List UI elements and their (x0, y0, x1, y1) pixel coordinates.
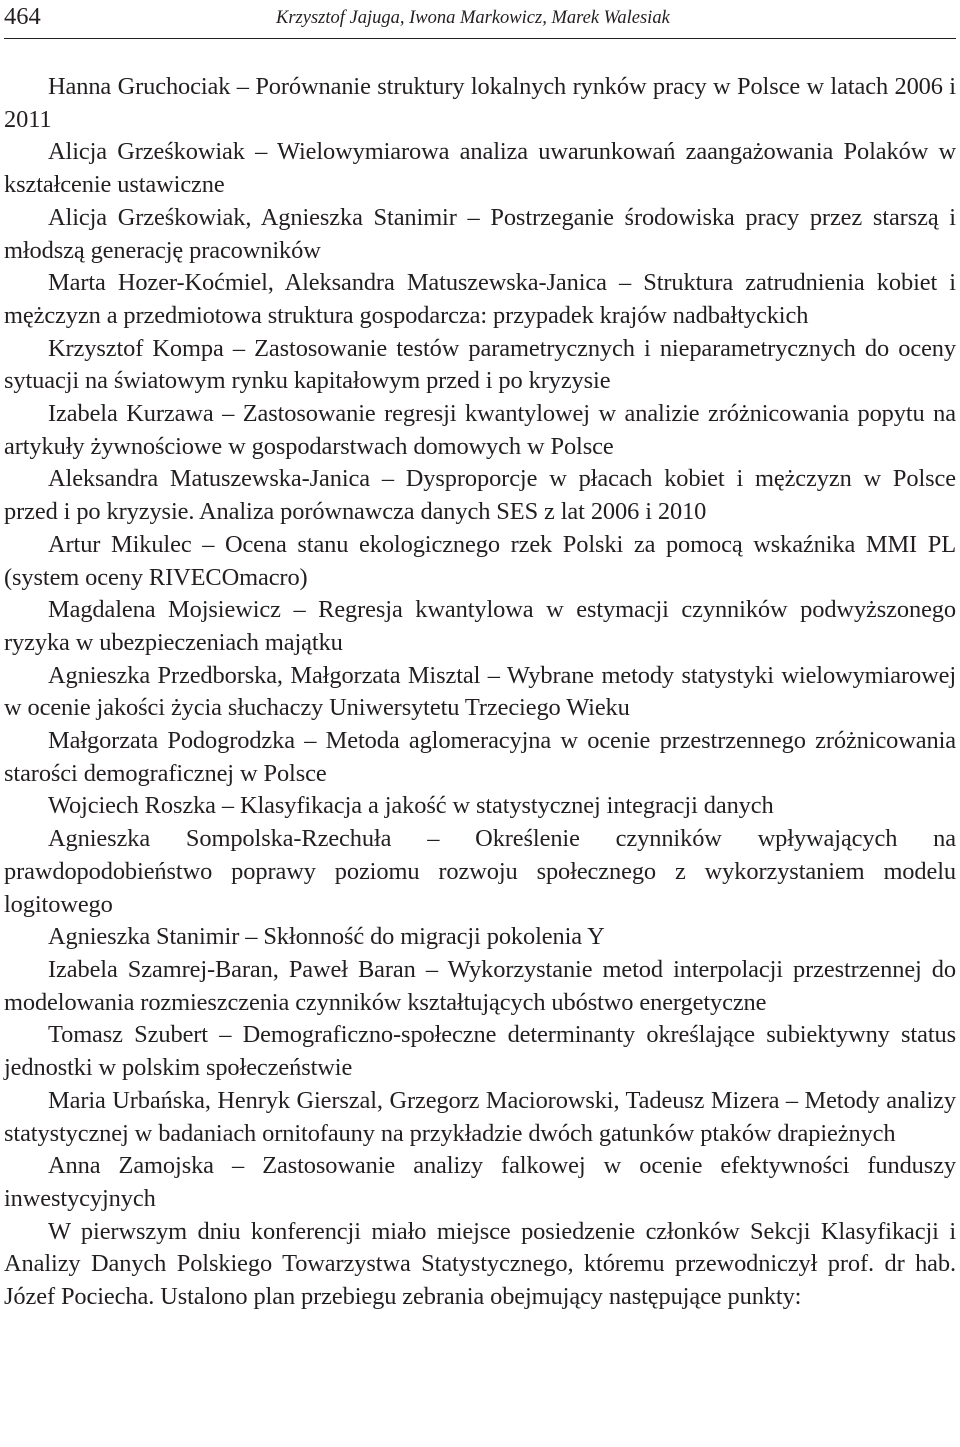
paper-entry-matuszewska-janica: Aleksandra Matuszewska-Janica – Dysproporcje w płacach kobiet i mężczyzn w Polsce przed i po kryzysie. Analiza porównawcza danych SES z lat 2006 i 2010 (4, 465, 956, 526)
page-number: 464 (4, 3, 41, 30)
paper-entry-podogrodzka: Małgorzata Podogrodzka – Metoda aglomeracyjna w ocenie przestrzennego zróżnicowania starości demograficznej w Polsce (4, 727, 956, 787)
paper-entry-przedborska-misztal: Agnieszka Przedborska, Małgorzata Misztal – Wybrane metody statystyki wielowymiarowej w ocenie jakości życia słuchaczy Uniwersytetu Trzeciego Wieku (4, 661, 956, 722)
paper-entry-zamojska: Anna Zamojska – Zastosowanie analizy falkowej w ocenie efektywności funduszy inwestycyjnych (4, 1152, 956, 1212)
paper-entry-mojsiewicz: Magdalena Mojsiewicz – Regresja kwantylowa w estymacji czynników podwyższonego ryzyka w ubezpieczeniach majątku (4, 596, 956, 656)
paper-entry-gruchociak: Hanna Gruchociak – Porównanie struktury lokalnych rynków pracy w Polsce w latach 2006 i 2011 (4, 73, 956, 133)
paper-entry-mikulec: Artur Mikulec – Ocena stanu ekologicznego rzek Polski za pomocą wskaźnika MMI PL (system oceny RIVECOmacro) (4, 530, 956, 591)
paper-entry-roszka: Wojciech Roszka – Klasyfikacja a jakość w statystycznej integracji danych (48, 792, 774, 820)
paper-entry-szubert: Tomasz Szubert – Demograficzno-społeczne determinanty określające subiektywny status jednostki w polskim społeczeństwie (4, 1021, 956, 1082)
paper-entry-grzeskowiak: Alicja Grześkowiak – Wielowymiarowa analiza uwarunkowań zaangażowania Polaków w kształcenie ustawiczne (4, 138, 956, 199)
body-text (4, 71, 956, 1314)
paper-entry-grzeskowiak-stanimir: Alicja Grześkowiak, Agnieszka Stanimir – Postrzeganie środowiska pracy przez starszą i młodszą generację pracowników (4, 203, 956, 264)
paper-entry-szamrej-baran: Izabela Szamrej-Baran, Paweł Baran – Wykorzystanie metod interpolacji przestrzennej do modelowania rozmieszczenia czynników kształtujących ubóstwo energetyczne (4, 955, 956, 1016)
running-head: Krzysztof Jajuga, Iwona Markowicz, Marek Walesiak (276, 8, 670, 28)
section-meeting-paragraph: W pierwszym dniu konferencji miało miejsce posiedzenie członków Sekcji Klasyfikacji i Analizy Danych Polskiego Towarzystwa Statystycznego, któremu przewodniczył prof. dr hab. Józef Pociecha. Ustalono plan przebiegu zebrania obejmujący następujące punkty: (4, 1217, 956, 1311)
paper-entry-urbanska: Maria Urbańska, Henryk Gierszal, Grzegorz Maciorowski, Tadeusz Mizera – Metody analizy statystycznej w badaniach ornitofauny na przykładzie dwóch gatunków ptaków drapieżnych (4, 1086, 956, 1147)
page-header (4, 0, 956, 39)
paper-entry-kurzawa: Izabela Kurzawa – Zastosowanie regresji kwantylowej w analizie zróżnicowania popytu na artykuły żywnościowe w gospodarstwach domowych w Polsce (4, 400, 956, 460)
paper-entry-stanimir: Agnieszka Stanimir – Skłonność do migracji pokolenia Y (48, 923, 605, 951)
paper-entry-kompa: Krzysztof Kompa – Zastosowanie testów parametrycznych i nieparametrycznych do oceny sytuacji na światowym rynku kapitałowym przed i po kryzysie (4, 334, 956, 395)
paper-entry-hozer-kocmiel: Marta Hozer-Koćmiel, Aleksandra Matuszewska-Janica – Struktura zatrudnienia kobiet i mężczyzn a przedmiotowa struktura gospodarcza: przypadek krajów nadbałtyckich (4, 269, 956, 329)
paper-entry-sompolska-rzechula: Agnieszka Sompolska-Rzechuła – Określenie czynników wpływających na prawdopodobieństwo poprawy poziomu rozwoju społecznego z wykorzystaniem modelu logitowego (4, 825, 956, 918)
